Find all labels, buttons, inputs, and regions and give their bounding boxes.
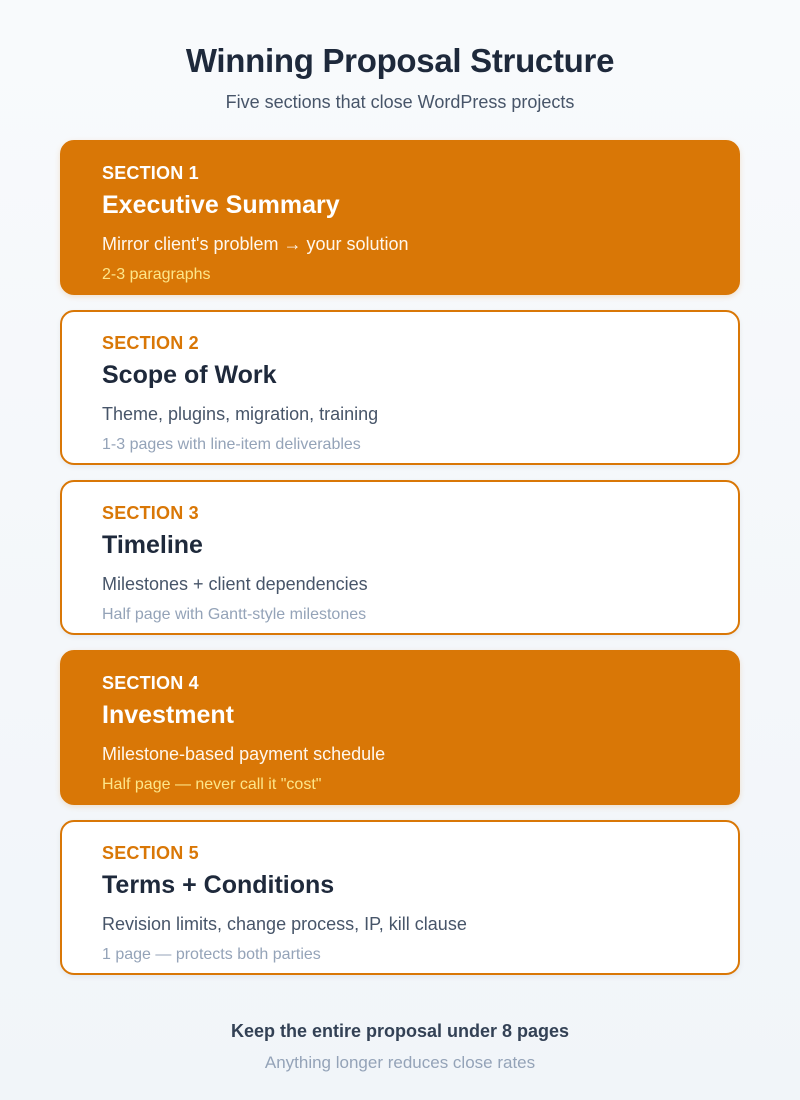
section-description: Revision limits, change process, IP, kill clause: [102, 914, 467, 934]
section-title: Timeline: [102, 531, 203, 559]
section-label: SECTION 4: [102, 673, 199, 693]
footer-headline: Keep the entire proposal under 8 pages: [230, 1021, 570, 1041]
section-label: SECTION 2: [102, 333, 199, 353]
section-note: 2-3 paragraphs: [102, 266, 211, 283]
section-title: Executive Summary: [102, 191, 340, 219]
section-label: SECTION 5: [102, 843, 199, 863]
section-card-1: [60, 140, 740, 295]
section-card-2: [60, 310, 740, 465]
section-card-4: [60, 650, 740, 805]
section-note: Half page with Gantt-style milestones: [102, 606, 367, 623]
section-card-3: [60, 480, 740, 635]
page-subtitle: Five sections that close WordPress projects: [225, 92, 575, 112]
section-note: 1 page — protects both parties: [102, 946, 321, 963]
section-description: Milestone-based payment schedule: [102, 744, 386, 764]
section-description: Theme, plugins, migration, training: [102, 404, 379, 424]
section-note: 1-3 pages with line-item deliverables: [102, 436, 361, 453]
section-card-5: [60, 820, 740, 975]
section-label: SECTION 3: [102, 503, 199, 523]
section-card-list: [60, 140, 740, 990]
footer-caption: Anything longer reduces close rates: [264, 1053, 536, 1072]
section-description: Milestones + client dependencies: [102, 574, 368, 594]
section-title: Terms + Conditions: [102, 871, 335, 899]
section-note: Half page — never call it "cost": [102, 776, 322, 793]
section-title: Scope of Work: [102, 361, 277, 389]
section-label: SECTION 1: [102, 163, 199, 183]
section-title: Investment: [102, 701, 234, 729]
page-title: Winning Proposal Structure: [185, 42, 615, 79]
section-description: Mirror client's problem → your solution: [102, 234, 409, 254]
